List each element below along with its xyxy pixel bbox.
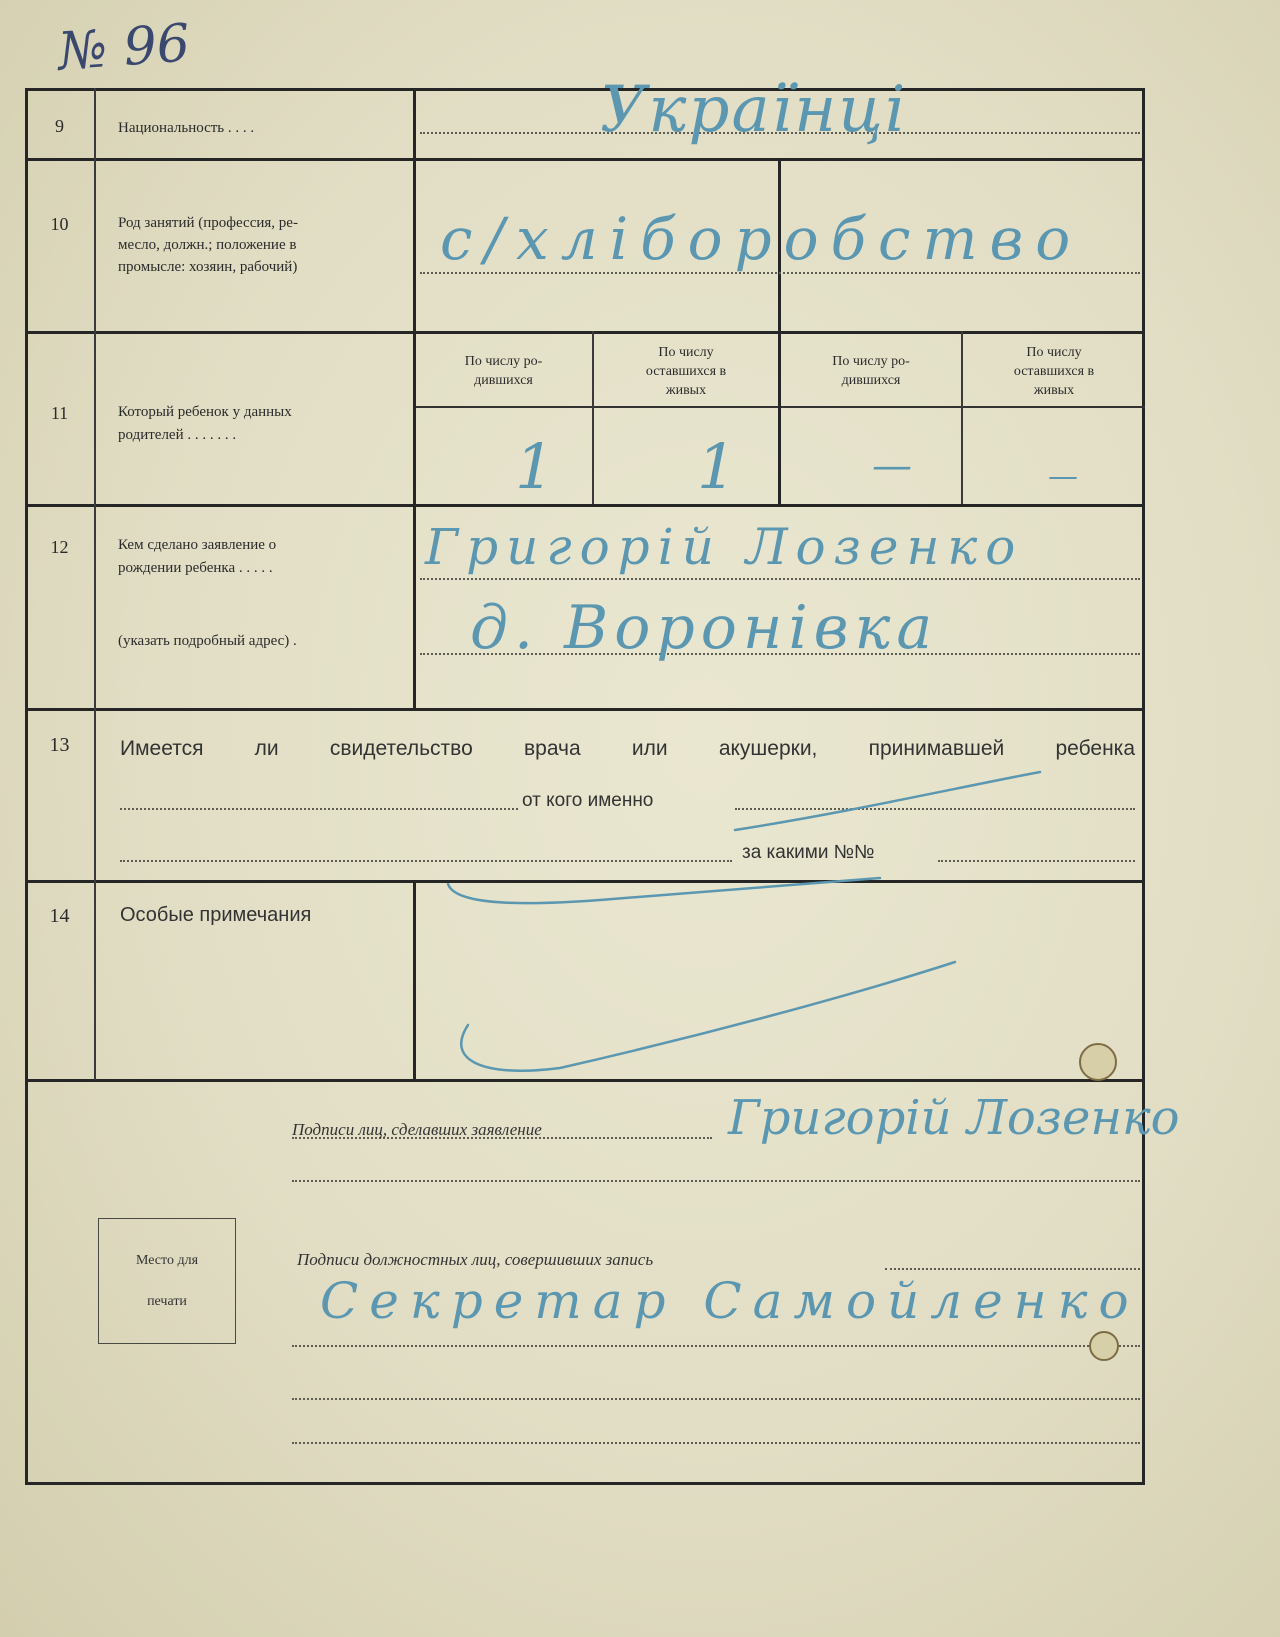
officials-signature: Секретар Самойленко — [320, 1272, 1140, 1330]
label-column-divider — [413, 880, 416, 1080]
child-order-label — [118, 401, 292, 447]
declarant-label — [118, 534, 276, 580]
numbers-label: за какими №№ — [742, 842, 875, 863]
label-line: Род занятий (профессия, ре- — [118, 215, 298, 231]
row-number: 11 — [50, 403, 69, 423]
row-divider — [25, 1079, 1145, 1082]
label-line: Кем сделано заявление о — [118, 537, 277, 553]
label-line: родителей . . . . . . . — [118, 427, 237, 443]
header-line: оставшихся в — [645, 363, 727, 379]
writing-line — [420, 578, 1140, 580]
declarant-address-value: д. Воронівка — [470, 593, 939, 663]
header-line: живых — [1033, 382, 1075, 398]
column-header-surviving — [594, 336, 778, 406]
writing-line — [292, 1180, 1140, 1182]
nationality-value: Українці — [600, 73, 908, 147]
writing-line — [120, 860, 732, 862]
declarant-name-value: Григорій Лозенко — [425, 518, 1024, 576]
officials-signature-label: Подписи должностных лиц, совершивших запись — [297, 1250, 654, 1269]
writing-line — [735, 808, 1135, 810]
document-number: № 96 — [56, 13, 192, 83]
writing-line — [885, 1268, 1140, 1270]
applicants-signature-label: Подписи лиц, сделавших заявление — [292, 1120, 542, 1139]
row-number: 14 — [49, 905, 70, 927]
occupation-label — [118, 212, 298, 278]
writing-line — [120, 808, 518, 810]
header-line: По числу — [658, 344, 714, 360]
column-header-born — [415, 336, 592, 406]
surviving-count-value: 1 — [697, 430, 737, 503]
label-line: рождении ребенка . . . . . — [118, 560, 273, 576]
label-line: месло, должн.; положение в — [118, 237, 297, 253]
header-line: дившихся — [474, 373, 533, 388]
row-divider — [25, 880, 1145, 883]
certificate-question: Имеется ли свидетельство врача или акушерки, принимавшей ребенка — [120, 737, 1135, 760]
row-divider — [25, 708, 1145, 711]
applicants-signature: Григорій Лозенко — [728, 1090, 1180, 1146]
writing-line — [292, 1442, 1140, 1444]
row-divider — [25, 331, 1145, 334]
from-whom-label: от кого именно — [522, 790, 654, 811]
address-label: (указать подробный адрес) . — [118, 633, 297, 649]
header-line: По числу ро- — [464, 354, 543, 369]
special-notes-label: Особые примечания — [120, 904, 312, 926]
row-number: 12 — [50, 537, 69, 557]
label-line: Который ребенок у данных — [118, 404, 292, 420]
writing-line — [938, 860, 1135, 862]
row-number: 13 — [49, 734, 70, 756]
occupation-value: с/хліборобство — [440, 205, 1083, 273]
header-line: дившихся — [841, 373, 901, 388]
header-line: живых — [665, 382, 707, 398]
row-number: 9 — [55, 116, 64, 136]
surviving-count-value: — — [1048, 459, 1078, 494]
nationality-label: Национальность . . . . — [118, 120, 255, 136]
stamp-placeholder-box — [98, 1218, 236, 1344]
header-line: По числу ро- — [832, 354, 910, 369]
header-line: По числу — [1026, 344, 1082, 360]
row-divider — [25, 504, 1145, 507]
writing-line — [292, 1398, 1140, 1400]
label-line: промысле: хозяин, рабочий) — [118, 259, 298, 275]
stamp-label: печати — [147, 1294, 187, 1309]
column-header-surviving — [963, 336, 1145, 406]
row-number: 10 — [50, 214, 69, 234]
column-header-born — [781, 336, 961, 406]
writing-line — [292, 1345, 1140, 1347]
row-divider — [25, 158, 1145, 161]
stamp-label: Место для — [135, 1253, 199, 1268]
born-count-value: — — [872, 443, 912, 489]
born-count-value: 1 — [515, 430, 555, 503]
header-line: оставшихся в — [1013, 363, 1095, 379]
number-column-divider — [94, 88, 96, 1080]
